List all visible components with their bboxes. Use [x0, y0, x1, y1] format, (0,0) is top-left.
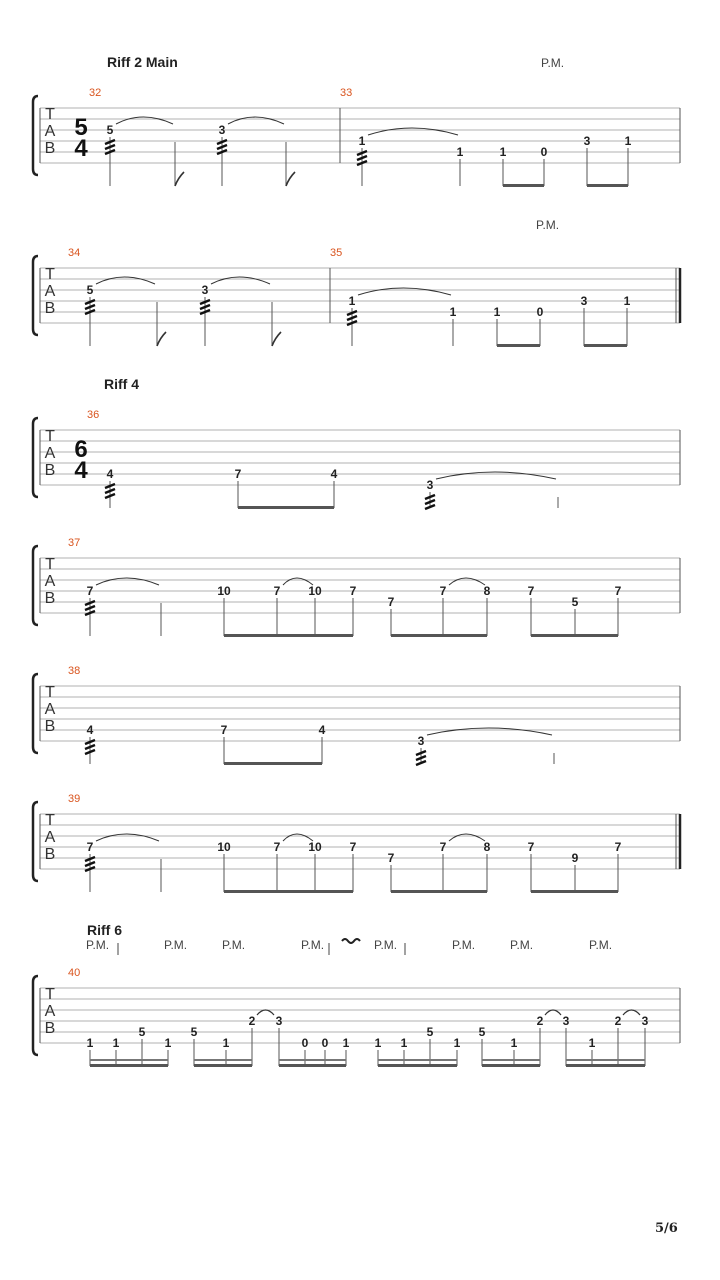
tab-clef-letter: T: [45, 556, 55, 573]
time-signature-top: 5: [74, 114, 88, 141]
note-flag: [157, 332, 166, 346]
fret-number: 5: [571, 595, 579, 609]
system-bracket: [33, 976, 38, 1055]
system-bracket: [33, 674, 38, 753]
tie-arc: [427, 728, 552, 735]
palm-mute-label: P.M.: [589, 938, 613, 952]
tie-arc: [96, 834, 159, 841]
fret-number: 0: [540, 145, 548, 159]
beam: [238, 506, 334, 509]
beam: [378, 1059, 457, 1061]
beam: [531, 634, 618, 637]
fret-number: 4: [318, 723, 326, 737]
fret-number: 7: [614, 840, 622, 854]
system-bracket: [33, 802, 38, 881]
fret-number: 2: [536, 1014, 544, 1028]
tie-arc: [96, 578, 159, 585]
beam: [90, 1064, 168, 1067]
measure-number: 38: [68, 665, 81, 677]
fret-number: 1: [374, 1036, 382, 1050]
palm-mute-label: P.M.: [86, 938, 110, 952]
fret-number: 7: [439, 840, 447, 854]
fret-number: 3: [641, 1014, 649, 1028]
fret-number: 7: [273, 584, 281, 598]
palm-mute-label: P.M.: [536, 218, 560, 232]
fret-number: 1: [342, 1036, 350, 1050]
beam: [482, 1064, 540, 1067]
fret-number: 3: [583, 134, 591, 148]
fret-number: 5: [138, 1025, 146, 1039]
fret-number: 1: [510, 1036, 518, 1050]
palm-mute-label: P.M.: [374, 938, 398, 952]
fret-number: 9: [571, 851, 579, 865]
beam: [279, 1059, 346, 1061]
page-number: 5/6: [655, 1221, 678, 1236]
beam: [566, 1064, 645, 1067]
beam: [279, 1064, 346, 1067]
note-flag: [175, 172, 184, 186]
palm-mute-label: P.M.: [164, 938, 188, 952]
fret-number: 1: [499, 145, 507, 159]
fret-number: 1: [588, 1036, 596, 1050]
system-bracket: [33, 546, 38, 625]
section-heading: Riff 4: [104, 376, 139, 392]
tab-clef-letter: B: [44, 140, 56, 157]
fret-number: 5: [478, 1025, 486, 1039]
fret-number: 4: [106, 467, 114, 481]
slur-arc: [623, 1010, 640, 1015]
fret-number: 3: [426, 478, 434, 492]
fret-number: 0: [301, 1036, 309, 1050]
measure-number: 36: [87, 409, 100, 421]
measure-number: 37: [68, 537, 81, 549]
measure-number: 35: [330, 247, 343, 259]
tab-clef-letter: A: [44, 829, 56, 846]
beam: [391, 634, 487, 637]
fret-number: 8: [483, 584, 491, 598]
note-flag: [272, 332, 281, 346]
fret-number: 5: [426, 1025, 434, 1039]
fret-number: 2: [614, 1014, 622, 1028]
palm-mute-label: P.M.: [452, 938, 476, 952]
beam: [531, 890, 618, 893]
beam: [566, 1059, 645, 1061]
fret-number: 10: [217, 840, 231, 854]
measure-number: 40: [68, 967, 81, 979]
tab-clef-letter: A: [44, 573, 56, 590]
tab-clef-letter: B: [44, 718, 56, 735]
fret-number: 7: [86, 840, 94, 854]
tab-clef-letter: T: [45, 106, 55, 123]
fret-number: 1: [624, 134, 632, 148]
beam: [378, 1064, 457, 1067]
palm-mute-label: P.M.: [301, 938, 325, 952]
fret-number: 5: [190, 1025, 198, 1039]
fret-number: 1: [623, 294, 631, 308]
tie-arc: [449, 834, 485, 841]
fret-number: 1: [449, 305, 457, 319]
fret-number: 7: [614, 584, 622, 598]
fret-number: 7: [220, 723, 228, 737]
fret-number: 1: [222, 1036, 230, 1050]
time-signature-top: 6: [74, 436, 88, 463]
fret-number: 1: [112, 1036, 120, 1050]
measure-number: 32: [89, 87, 102, 99]
fret-number: 8: [483, 840, 491, 854]
tie-arc: [449, 578, 485, 585]
fret-number: 7: [387, 851, 395, 865]
palm-mute-label: P.M.: [541, 56, 565, 70]
beam: [224, 634, 353, 637]
tab-clef-letter: B: [44, 590, 56, 607]
tie-arc: [368, 128, 458, 135]
fret-number: 1: [86, 1036, 94, 1050]
vibrato-mark: [342, 939, 360, 943]
palm-mute-label: P.M.: [222, 938, 246, 952]
beam: [224, 762, 322, 765]
tie-arc: [211, 277, 270, 284]
fret-number: 7: [439, 584, 447, 598]
fret-number: 7: [527, 584, 535, 598]
beam: [90, 1059, 168, 1061]
fret-number: 7: [387, 595, 395, 609]
fret-number: 4: [86, 723, 94, 737]
fret-number: 7: [86, 584, 94, 598]
tab-clef-letter: T: [45, 684, 55, 701]
beam: [497, 344, 540, 347]
fret-number: 2: [248, 1014, 256, 1028]
fret-number: 7: [527, 840, 535, 854]
system-bracket: [33, 418, 38, 497]
fret-number: 3: [275, 1014, 283, 1028]
fret-number: 3: [562, 1014, 570, 1028]
fret-number: 1: [456, 145, 464, 159]
tab-clef-letter: T: [45, 812, 55, 829]
fret-number: 7: [349, 840, 357, 854]
beam: [194, 1064, 252, 1067]
fret-number: 5: [106, 123, 114, 137]
measure-number: 34: [68, 247, 81, 259]
time-signature-bottom: 4: [74, 457, 88, 484]
palm-mute-label: P.M.: [510, 938, 534, 952]
fret-number: 7: [234, 467, 242, 481]
fret-number: 1: [493, 305, 501, 319]
time-signature-bottom: 4: [74, 135, 88, 162]
system-bracket: [33, 256, 38, 335]
slur-arc: [257, 1010, 274, 1015]
tab-clef-letter: B: [44, 1020, 56, 1037]
fret-number: 5: [86, 283, 94, 297]
section-heading: Riff 2 Main: [107, 54, 178, 70]
tab-clef-letter: T: [45, 986, 55, 1003]
fret-number: 1: [358, 134, 366, 148]
tie-arc: [96, 277, 155, 284]
tab-clef-letter: B: [44, 846, 56, 863]
beam: [503, 184, 544, 187]
fret-number: 0: [536, 305, 544, 319]
slur-arc: [545, 1010, 561, 1015]
fret-number: 3: [580, 294, 588, 308]
fret-number: 7: [273, 840, 281, 854]
section-heading: Riff 6: [87, 922, 122, 938]
note-flag: [286, 172, 295, 186]
fret-number: 3: [218, 123, 226, 137]
tab-clef-letter: B: [44, 300, 56, 317]
beam: [584, 344, 627, 347]
measure-number: 39: [68, 793, 81, 805]
beam: [194, 1059, 252, 1061]
beam: [224, 890, 353, 893]
beam: [587, 184, 628, 187]
tab-clef-letter: A: [44, 123, 56, 140]
fret-number: 1: [400, 1036, 408, 1050]
fret-number: 4: [330, 467, 338, 481]
beam: [391, 890, 487, 893]
tab-clef-letter: T: [45, 428, 55, 445]
tab-clef-letter: A: [44, 445, 56, 462]
tie-arc: [228, 117, 284, 124]
tie-arc: [116, 117, 173, 124]
fret-number: 10: [217, 584, 231, 598]
fret-number: 10: [308, 840, 322, 854]
fret-number: 3: [417, 734, 425, 748]
tie-arc: [358, 288, 451, 295]
measure-number: 33: [340, 87, 353, 99]
tab-clef-letter: A: [44, 283, 56, 300]
tab-clef-letter: A: [44, 701, 56, 718]
system-bracket: [33, 96, 38, 175]
tie-arc: [436, 472, 556, 479]
tab-clef-letter: B: [44, 462, 56, 479]
tab-clef-letter: A: [44, 1003, 56, 1020]
fret-number: 1: [164, 1036, 172, 1050]
fret-number: 3: [201, 283, 209, 297]
beam: [482, 1059, 540, 1061]
fret-number: 10: [308, 584, 322, 598]
fret-number: 1: [453, 1036, 461, 1050]
fret-number: 0: [321, 1036, 329, 1050]
fret-number: 1: [348, 294, 356, 308]
fret-number: 7: [349, 584, 357, 598]
tab-clef-letter: T: [45, 266, 55, 283]
